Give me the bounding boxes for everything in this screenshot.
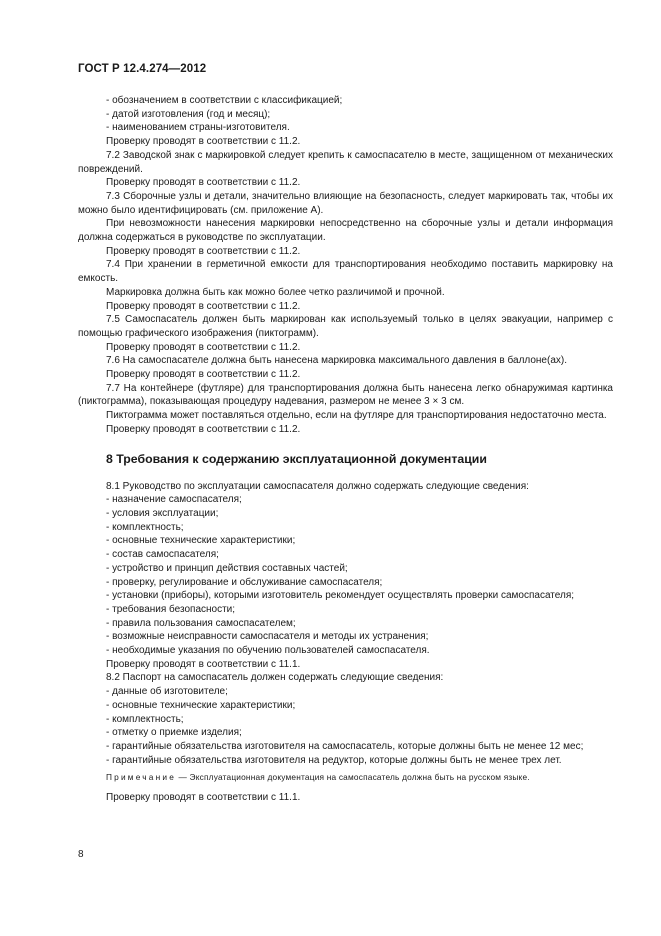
paragraph: Проверку проводят в соответствии с 11.2.	[106, 136, 301, 148]
paragraph: 7.2 Заводской знак с маркировкой следует крепить к самоспасателю в месте, защищенном от механических повреждений.	[78, 149, 613, 175]
list-item: - состав самоспасателя;	[106, 549, 219, 561]
paragraph: При невозможности нанесения маркировки непосредственно на сборочные узлы и детали информация должна содержаться в руководстве по эксплуатации.	[78, 218, 613, 244]
list-item: - устройство и принцип действия составных частей;	[106, 562, 348, 574]
note-label: Примечание	[106, 772, 177, 783]
paragraph: Пиктограмма может поставляться отдельно, если на футляре для транспортирования недостаточно места.	[106, 410, 607, 422]
list-item: - гарантийные обязательства изготовителя на редуктор, которые должны быть не менее трех лет.	[106, 754, 562, 766]
list-item: - гарантийные обязательства изготовителя на самоспасатель, которые должны быть не менее 12 мес;	[106, 740, 584, 752]
list-item: - наименованием страны-изготовителя.	[106, 122, 290, 134]
list-item: - основные технические характеристики;	[106, 699, 296, 711]
list-item: - необходимые указания по обучению пользователей самоспасателя.	[106, 645, 430, 657]
paragraph: Проверку проводят в соответствии с 11.2.	[106, 300, 301, 312]
paragraph: Маркировка должна быть как можно более четко различимой и прочной.	[106, 286, 445, 298]
paragraph: Проверку проводят в соответствии с 11.2.	[106, 423, 301, 435]
paragraph: 8.1 Руководство по эксплуатации самоспасателя должно содержать следующие сведения:	[106, 480, 529, 492]
list-item: - датой изготовления (год и месяц);	[106, 108, 271, 120]
list-item: - отметку о приемке изделия;	[106, 727, 242, 739]
paragraph: 7.4 При хранении в герметичной емкости для транспортирования необходимо поставить маркировку на емкость.	[78, 259, 613, 285]
paragraph: 7.5 Самоспасатель должен быть маркирован как используемый только в целях эвакуации, например с помощью графического изображения (пиктограмм).	[78, 314, 613, 339]
list-item: - основные технические характеристики;	[106, 535, 296, 547]
paragraph: Проверку проводят в соответствии с 11.2.	[106, 369, 301, 381]
list-item: - данные об изготовителе;	[106, 686, 228, 698]
list-item: - условия эксплуатации;	[106, 507, 219, 519]
paragraph: Проверку проводят в соответствии с 11.2.	[106, 177, 301, 189]
document-body	[78, 94, 613, 805]
paragraph: Проверку проводят в соответствии с 11.1.	[106, 658, 301, 670]
list-item: - комплектность;	[106, 713, 184, 725]
paragraph: 7.6 На самоспасателе должна быть нанесена маркировка максимального давления в баллоне(ах).	[106, 355, 567, 367]
paragraph: Проверку проводят в соответствии с 11.2.	[106, 245, 301, 257]
paragraph: 8.2 Паспорт на самоспасатель должен содержать следующие сведения:	[106, 672, 444, 684]
page-number: 8	[78, 849, 84, 860]
note	[78, 771, 613, 785]
list-item: - обозначением в соответствии с классификацией;	[106, 95, 343, 106]
list-item: - установки (приборы), которыми изготовитель рекомендует осуществлять проверки самоспасателя;	[106, 590, 575, 602]
list-item: - проверку, регулирование и обслуживание самоспасателя;	[106, 576, 383, 588]
paragraph: Проверку проводят в соответствии с 11.1.	[106, 792, 301, 804]
paragraph: Проверку проводят в соответствии с 11.2.	[106, 341, 301, 353]
list-item: - требования безопасности;	[106, 603, 236, 615]
paragraph: 7.3 Сборочные узлы и детали, значительно влияющие на безопасность, следует маркировать так, чтобы их можно было идентифицировать (см. приложение А).	[78, 190, 613, 216]
list-item: - назначение самоспасателя;	[106, 494, 242, 506]
section-title: 8 Требования к содержанию эксплуатационной документации	[106, 451, 487, 466]
list-item: - комплектность;	[106, 521, 184, 533]
note-text: — Эксплуатационная документация на самоспасатель должна быть на русском языке.	[176, 772, 530, 783]
paragraph: 7.7 На контейнере (футляре) для транспортирования должна быть нанесена легко обнаружимая картинка (пиктограмма), показывающая процедуру надевания, размером не менее 3 × 3 см.	[78, 382, 613, 408]
document-header: ГОСТ Р 12.4.274—2012	[78, 63, 207, 75]
list-item: - возможные неисправности самоспасателя и методы их устранения;	[106, 631, 429, 643]
list-item: - правила пользования самоспасателем;	[106, 617, 296, 629]
